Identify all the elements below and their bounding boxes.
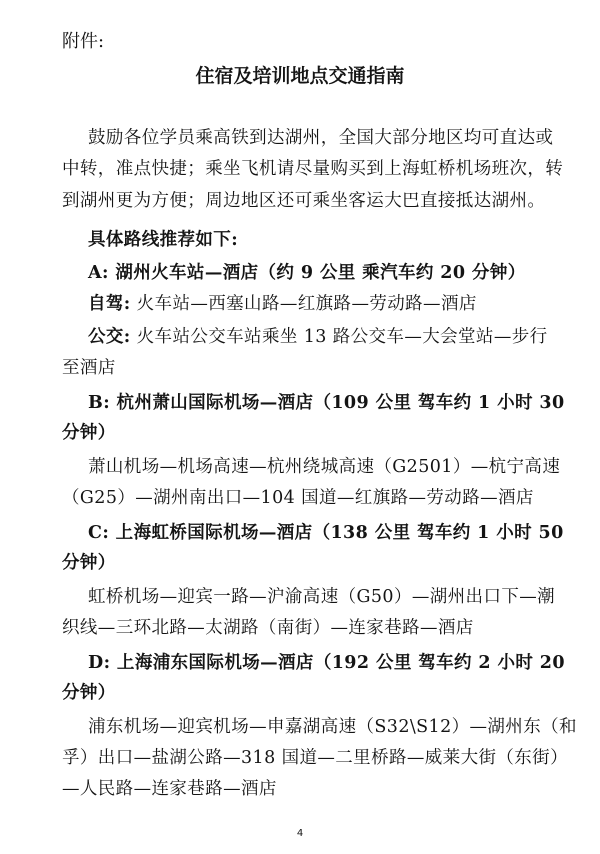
bus-path-line-1: 火车站公交车站乘坐 13 路公交车—大会堂站—步行 [136, 327, 548, 347]
route-c-heading-line-1: C: 上海虹桥国际机场—酒店（138 公里 驾车约 1 小时 50 [88, 523, 564, 543]
route-a-bus [88, 325, 548, 349]
page-title: 住宿及培训地点交通指南 [195, 65, 405, 87]
route-b-path-line-1: 萧山机场—机场高速—杭州绕城高速（G2501）—杭宁高速 [88, 457, 561, 477]
intro-line-2: 中转，准点快捷；乘坐飞机请尽量购买到上海虹桥机场班次，转 [62, 159, 564, 179]
route-d-heading-line-2: 分钟） [62, 683, 116, 703]
bus-path-line-2: 至酒店 [62, 358, 116, 378]
route-c-heading-line-2: 分钟） [62, 553, 116, 573]
page-number: 4 [296, 828, 304, 839]
attachment-label: 附件: [62, 31, 105, 52]
route-d-path-line-1: 浦东机场—迎宾机场—申嘉湖高速（S32\S12）—湖州东（和 [88, 717, 577, 737]
route-c-path-line-2: 织线—三环北路—太湖路（南街）—连家巷路—酒店 [62, 618, 474, 638]
self-drive-label: 自驾: [88, 294, 131, 314]
route-b-path-line-2: （G25）—湖州南出口—104 国道—红旗路—劳动路—酒店 [62, 488, 534, 508]
routes-heading: 具体路线推荐如下: [88, 230, 239, 250]
self-drive-path: 火车站—西塞山路—红旗路—劳动路—酒店 [136, 294, 477, 314]
bus-label: 公交: [88, 327, 131, 347]
route-d-heading-line-1: D: 上海浦东国际机场—酒店（192 公里 驾车约 2 小时 20 [88, 653, 565, 673]
route-d-path-line-3: —人民路—连家巷路—酒店 [62, 779, 277, 799]
route-c-path-line-1: 虹桥机场—迎宾一路—沪渝高速（G50）—湖州出口下—潮 [88, 587, 556, 607]
intro-line-3: 到湖州更为方便；周边地区还可乘坐客运大巴直接抵达湖州。 [62, 191, 546, 211]
route-a-self-drive [88, 292, 548, 316]
route-b-heading-line-2: 分钟） [62, 423, 116, 443]
route-a-heading: A: 湖州火车站—酒店（约 9 公里 乘汽车约 20 分钟） [88, 263, 526, 283]
route-b-heading-line-1: B: 杭州萧山国际机场—酒店（109 公里 驾车约 1 小时 30 [88, 393, 565, 413]
route-d-path-line-2: 孚）出口—盐湖公路—318 国道—二里桥路—威莱大街（东街） [62, 748, 568, 768]
intro-line-1: 鼓励各位学员乘高铁到达湖州，全国大部分地区均可直达或 [88, 128, 554, 148]
